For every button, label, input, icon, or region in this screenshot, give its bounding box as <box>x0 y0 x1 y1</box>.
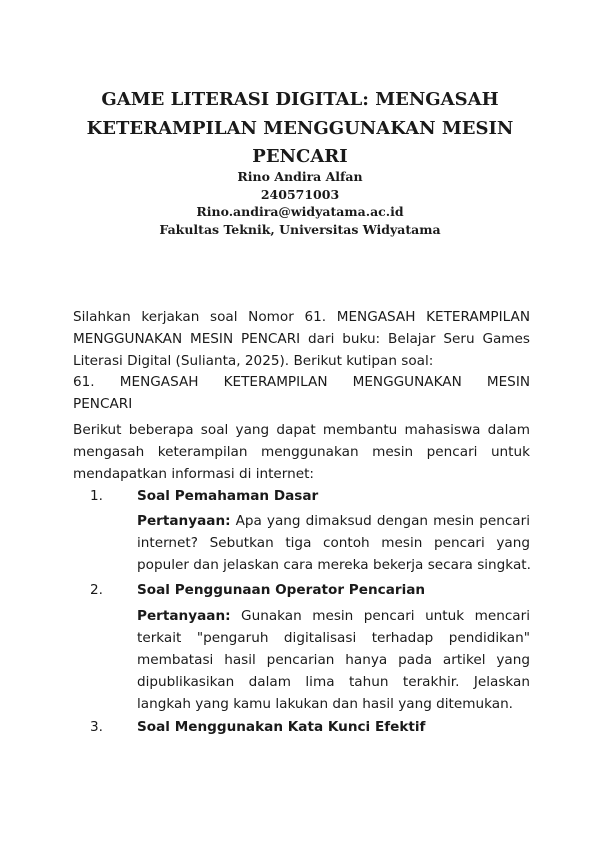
text-line: Apa yang dimaksud dengan mesin pencari <box>235 513 530 529</box>
section-heading <box>73 372 530 415</box>
text-line: Literasi Digital (Sulianta, 2025). Berikut kutipan soal: <box>73 353 434 369</box>
text-line: Gunakan mesin pencari untuk mencari <box>241 608 530 624</box>
author-id: 240571003 <box>260 186 340 202</box>
text-line: MENGGUNAKAN MESIN PENCARI dari buku: Belajar Seru Games <box>73 331 530 347</box>
list-item-question <box>137 510 530 576</box>
list-number: 2. <box>90 582 103 598</box>
text-line: Silahkan kerjakan soal Nomor 61. MENGASAH KETERAMPILAN <box>73 309 530 325</box>
list-number: 3. <box>90 719 103 735</box>
text-line: langkah yang kamu lakukan dan hasil yang ditemukan. <box>137 696 514 712</box>
text-line: PENCARI <box>73 396 133 412</box>
list-item-heading: Soal Pemahaman Dasar <box>137 488 319 504</box>
question-label: Pertanyaan: <box>137 608 231 624</box>
list-number: 1. <box>90 488 103 504</box>
text-line: 61. MENGASAH KETERAMPILAN MENGGUNAKAN MESIN <box>73 374 530 390</box>
question-label: Pertanyaan: <box>137 513 231 529</box>
text-line: membatasi hasil pencarian hanya pada artikel yang <box>137 652 530 668</box>
author-block <box>40 168 560 238</box>
document-title <box>40 86 560 172</box>
list-item-heading: Soal Penggunaan Operator Pencarian <box>137 582 426 598</box>
text-line: terkait "pengaruh digitalisasi terhadap pendidikan" <box>137 630 530 646</box>
text-line: dipublikasikan dalam lima tahun terakhir. Jelaskan <box>137 674 530 690</box>
title-line: GAME LITERASI DIGITAL: MENGASAH <box>101 89 499 110</box>
text-line: Berikut beberapa soal yang dapat membantu mahasiswa dalam <box>73 422 530 438</box>
author-name: Rino Andira Alfan <box>237 169 363 184</box>
intro-paragraph <box>73 306 530 372</box>
title-line: KETERAMPILAN MENGGUNAKAN MESIN <box>86 117 514 139</box>
author-affiliation: Fakultas Teknik, Universitas Widyatama <box>159 221 441 237</box>
text-line: mengasah keterampilan menggunakan mesin pencari untuk <box>73 444 530 460</box>
list-item-heading: Soal Menggunakan Kata Kunci Efektif <box>137 719 426 735</box>
text-line: populer dan jelaskan cara mereka bekerja secara singkat. <box>137 557 531 573</box>
list-item-question <box>137 605 530 715</box>
text-line: internet? Sebutkan tiga contoh mesin pencari yang <box>137 535 530 551</box>
text-line: mendapatkan informasi di internet: <box>73 466 315 482</box>
lead-paragraph <box>73 419 530 485</box>
title-line: PENCARI <box>252 146 348 167</box>
author-email: Rino.andira@widyatama.ac.id <box>196 204 404 219</box>
